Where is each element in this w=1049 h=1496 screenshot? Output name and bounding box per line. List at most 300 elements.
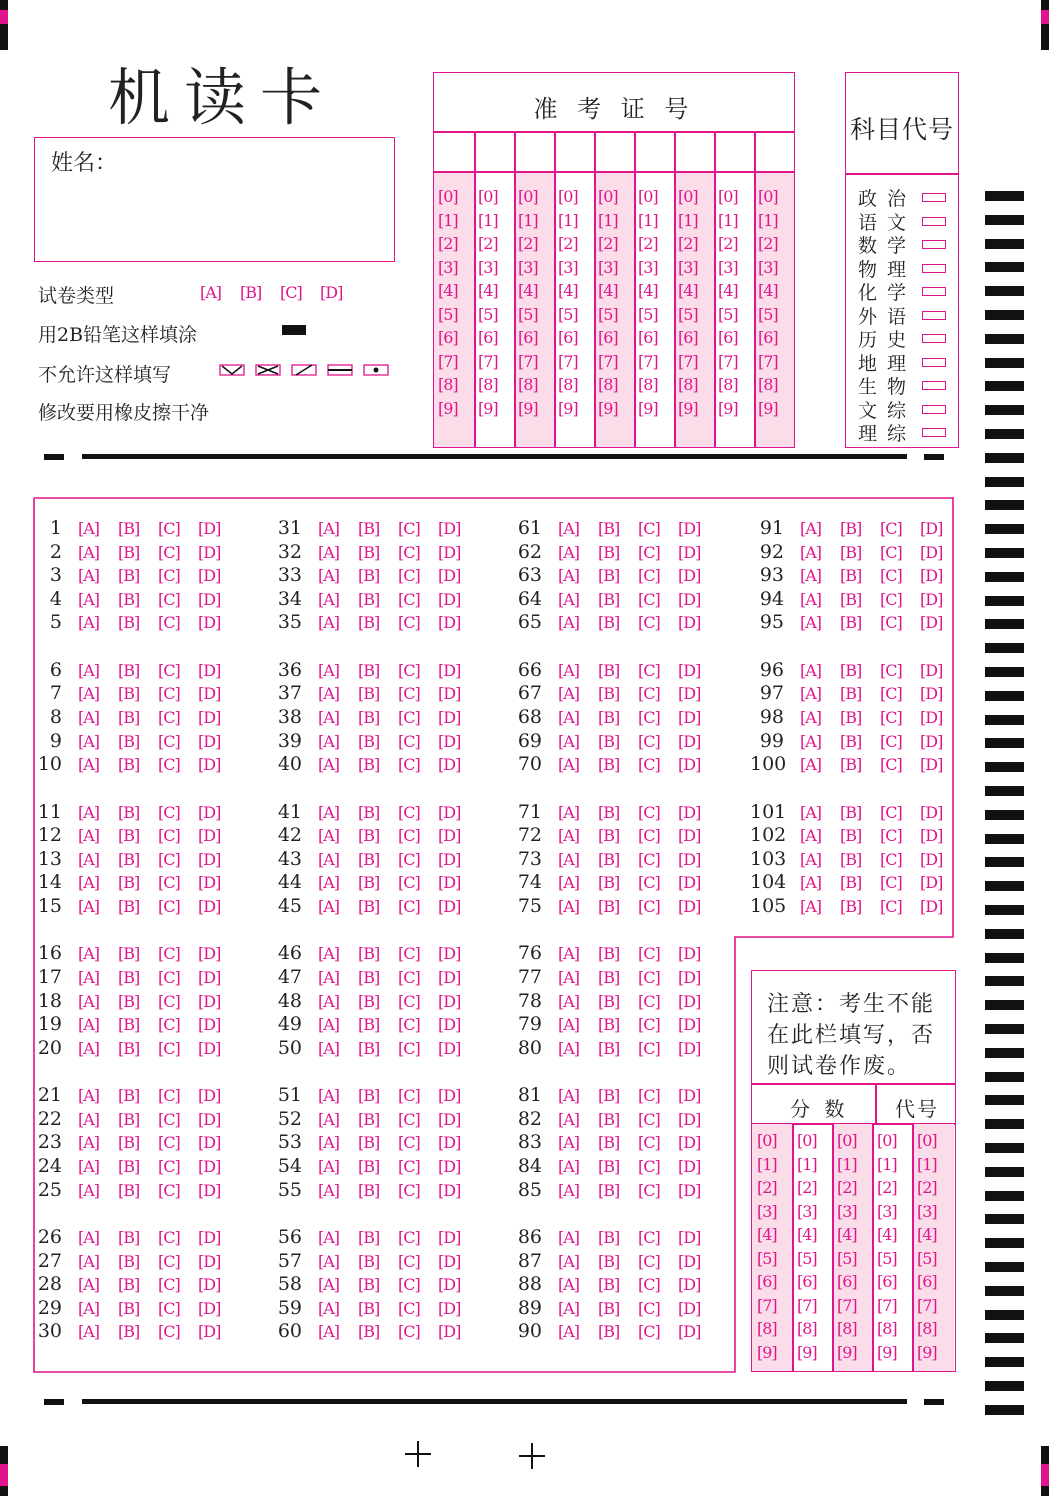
answer-bubble[interactable]: [D] [438,731,461,751]
score-digit-bubble[interactable]: [7] [917,1295,937,1315]
answer-bubble[interactable]: [B] [118,1015,140,1035]
answer-bubble[interactable]: [A] [558,944,580,964]
score-digit-bubble[interactable]: [9] [917,1342,937,1362]
answer-bubble[interactable]: [C] [880,802,902,822]
answer-bubble[interactable]: [B] [118,1180,140,1200]
answer-bubble[interactable]: [A] [78,613,100,633]
exam-id-digit-bubble[interactable]: [6] [598,328,618,347]
answer-bubble[interactable]: [A] [558,991,580,1011]
answer-bubble[interactable]: [C] [398,708,420,727]
answer-bubble[interactable]: [D] [438,1157,461,1176]
answer-bubble[interactable]: [A] [78,802,100,822]
answer-bubble[interactable]: [A] [78,519,100,538]
answer-bubble[interactable]: [C] [638,1157,660,1176]
answer-bubble[interactable]: [A] [78,968,100,987]
answer-bubble[interactable]: [C] [638,1086,660,1106]
answer-bubble[interactable]: [C] [638,968,660,987]
exam-id-digit-bubble[interactable]: [9] [478,398,498,418]
answer-bubble[interactable]: [B] [598,1298,620,1318]
answer-bubble[interactable]: [C] [638,731,660,751]
answer-bubble[interactable]: [D] [920,731,943,751]
answer-bubble[interactable]: [A] [78,1086,100,1106]
answer-bubble[interactable]: [D] [678,968,701,987]
exam-id-digit-bubble[interactable]: [7] [438,351,458,371]
exam-id-digit-bubble[interactable]: [5] [438,304,458,324]
exam-id-digit-bubble[interactable]: [9] [438,398,458,418]
exam-id-digit-bubble[interactable]: [8] [598,375,618,394]
answer-bubble[interactable]: [D] [438,613,461,633]
exam-id-digit-bubble[interactable]: [9] [678,398,698,418]
answer-bubble[interactable]: [C] [880,897,902,916]
answer-bubble[interactable]: [C] [398,873,420,893]
answer-bubble[interactable]: [D] [678,1275,701,1295]
score-digit-bubble[interactable]: [8] [837,1319,857,1338]
answer-bubble[interactable]: [C] [158,542,180,562]
answer-bubble[interactable]: [B] [118,519,140,538]
answer-bubble[interactable]: [D] [678,1086,701,1106]
answer-bubble[interactable]: [C] [638,826,660,846]
answer-bubble[interactable]: [B] [358,684,380,704]
answer-bubble[interactable]: [C] [158,589,180,609]
score-digit-bubble[interactable]: [3] [797,1201,817,1221]
answer-bubble[interactable]: [A] [78,755,100,775]
answer-bubble[interactable]: [C] [398,1086,420,1106]
score-digit-bubble[interactable]: [9] [877,1342,897,1362]
answer-bubble[interactable]: [C] [880,660,902,680]
answer-bubble[interactable]: [D] [198,660,221,680]
answer-bubble[interactable]: [C] [398,660,420,680]
answer-bubble[interactable]: [B] [598,1322,620,1342]
answer-bubble[interactable]: [B] [118,1275,140,1295]
score-digit-bubble[interactable]: [6] [757,1272,777,1291]
answer-bubble[interactable]: [A] [78,991,100,1011]
answer-bubble[interactable]: [A] [318,1133,340,1153]
answer-bubble[interactable]: [B] [358,897,380,916]
answer-bubble[interactable]: [D] [198,1322,221,1342]
answer-bubble[interactable]: [D] [198,802,221,822]
answer-bubble[interactable]: [A] [318,968,340,987]
answer-bubble[interactable]: [A] [558,1298,580,1318]
exam-id-digit-bubble[interactable]: [7] [518,351,538,371]
exam-id-digit-bubble[interactable]: [1] [758,210,778,230]
answer-bubble[interactable]: [A] [558,968,580,987]
exam-id-digit-bubble[interactable]: [8] [758,375,778,394]
answer-bubble[interactable]: [C] [638,1228,660,1247]
exam-id-digit-bubble[interactable]: [1] [438,210,458,230]
score-digit-bubble[interactable]: [3] [877,1201,897,1221]
answer-bubble[interactable]: [D] [198,589,221,609]
answer-bubble[interactable]: [A] [558,1322,580,1342]
answer-bubble[interactable]: [C] [398,1180,420,1200]
answer-bubble[interactable]: [B] [118,660,140,680]
answer-bubble[interactable]: [B] [840,849,862,869]
exam-id-digit-bubble[interactable]: [9] [718,398,738,418]
answer-bubble[interactable]: [B] [358,613,380,633]
answer-bubble[interactable]: [D] [678,542,701,562]
answer-bubble[interactable]: [B] [118,1228,140,1247]
answer-bubble[interactable]: [D] [438,802,461,822]
score-digit-bubble[interactable]: [4] [757,1225,777,1244]
answer-bubble[interactable]: [A] [78,873,100,893]
answer-bubble[interactable]: [A] [318,613,340,633]
answer-bubble[interactable]: [C] [398,991,420,1011]
exam-id-digit-bubble[interactable]: [7] [598,351,618,371]
answer-bubble[interactable]: [A] [78,566,100,586]
answer-bubble[interactable]: [C] [880,731,902,751]
answer-bubble[interactable]: [B] [598,897,620,916]
exam-id-digit-bubble[interactable]: [5] [518,304,538,324]
exam-id-digit-bubble[interactable]: [6] [558,328,578,347]
answer-bubble[interactable]: [B] [358,1038,380,1058]
answer-bubble[interactable]: [A] [800,708,822,727]
answer-bubble[interactable]: [A] [800,755,822,775]
exam-id-digit-bubble[interactable]: [7] [718,351,738,371]
answer-bubble[interactable]: [B] [598,519,620,538]
exam-id-digit-bubble[interactable]: [9] [558,398,578,418]
exam-id-digit-bubble[interactable]: [9] [638,398,658,418]
answer-bubble[interactable]: [D] [438,1133,461,1153]
exam-id-digit-bubble[interactable]: [5] [558,304,578,324]
answer-bubble[interactable]: [D] [678,873,701,893]
answer-bubble[interactable]: [A] [318,802,340,822]
answer-bubble[interactable]: [A] [318,755,340,775]
exam-id-digit-bubble[interactable]: [0] [558,187,578,206]
answer-bubble[interactable]: [D] [678,1251,701,1271]
answer-bubble[interactable]: [C] [398,684,420,704]
answer-bubble[interactable]: [D] [678,1298,701,1318]
answer-bubble[interactable]: [C] [158,944,180,964]
answer-bubble[interactable]: [B] [358,1251,380,1271]
score-digit-bubble[interactable]: [0] [837,1131,857,1150]
answer-bubble[interactable]: [A] [558,1109,580,1129]
answer-bubble[interactable]: [D] [678,755,701,775]
exam-id-digit-bubble[interactable]: [4] [558,281,578,300]
answer-bubble[interactable]: [D] [198,1180,221,1200]
exam-id-digit-bubble[interactable]: [2] [438,234,458,253]
answer-bubble[interactable]: [A] [78,1038,100,1058]
score-digit-bubble[interactable]: [9] [837,1342,857,1362]
answer-bubble[interactable]: [A] [558,1086,580,1106]
answer-bubble[interactable]: [C] [158,613,180,633]
answer-bubble[interactable]: [A] [558,542,580,562]
answer-bubble[interactable]: [D] [678,519,701,538]
answer-bubble[interactable]: [A] [78,1275,100,1295]
answer-bubble[interactable]: [C] [398,826,420,846]
answer-bubble[interactable]: [C] [398,566,420,586]
answer-bubble[interactable]: [A] [558,1228,580,1247]
exam-id-digit-bubble[interactable]: [4] [598,281,618,300]
answer-bubble[interactable]: [C] [880,613,902,633]
answer-bubble[interactable]: [B] [118,1157,140,1176]
answer-bubble[interactable]: [B] [118,1086,140,1106]
answer-bubble[interactable]: [B] [358,1275,380,1295]
answer-bubble[interactable]: [D] [438,1251,461,1271]
answer-bubble[interactable]: [B] [598,1251,620,1271]
answer-bubble[interactable]: [B] [598,660,620,680]
exam-id-digit-bubble[interactable]: [7] [678,351,698,371]
answer-bubble[interactable]: [C] [638,897,660,916]
answer-bubble[interactable]: [D] [438,991,461,1011]
answer-bubble[interactable]: [C] [638,873,660,893]
answer-bubble[interactable]: [A] [318,849,340,869]
answer-bubble[interactable]: [B] [118,1322,140,1342]
answer-bubble[interactable]: [C] [398,1275,420,1295]
answer-bubble[interactable]: [D] [198,826,221,846]
answer-bubble[interactable]: [C] [638,991,660,1011]
answer-bubble[interactable]: [D] [198,542,221,562]
answer-bubble[interactable]: [B] [358,731,380,751]
answer-bubble[interactable]: [C] [398,1251,420,1271]
answer-bubble[interactable]: [A] [800,731,822,751]
exam-id-digit-bubble[interactable]: [0] [598,187,618,206]
answer-bubble[interactable]: [D] [198,684,221,704]
answer-bubble[interactable]: [C] [158,826,180,846]
answer-bubble[interactable]: [C] [398,944,420,964]
answer-bubble[interactable]: [B] [118,613,140,633]
answer-bubble[interactable]: [C] [158,873,180,893]
answer-bubble[interactable]: [D] [678,731,701,751]
answer-bubble[interactable]: [A] [78,1251,100,1271]
answer-bubble[interactable]: [A] [558,708,580,727]
exam-id-digit-bubble[interactable]: [7] [758,351,778,371]
answer-bubble[interactable]: [C] [638,1322,660,1342]
answer-bubble[interactable]: [A] [318,1038,340,1058]
answer-bubble[interactable]: [B] [118,897,140,916]
answer-bubble[interactable]: [B] [598,802,620,822]
answer-bubble[interactable]: [A] [318,873,340,893]
answer-bubble[interactable]: [A] [78,1298,100,1318]
answer-bubble[interactable]: [A] [318,944,340,964]
answer-bubble[interactable]: [A] [78,944,100,964]
exam-id-digit-bubble[interactable]: [3] [518,257,538,277]
exam-id-digit-bubble[interactable]: [4] [518,281,538,300]
answer-bubble[interactable]: [A] [558,1157,580,1176]
answer-bubble[interactable]: [B] [118,968,140,987]
answer-bubble[interactable]: [D] [438,968,461,987]
exam-id-digit-bubble[interactable]: [0] [478,187,498,206]
score-digit-bubble[interactable]: [0] [757,1131,777,1150]
exam-id-digit-bubble[interactable]: [4] [678,281,698,300]
answer-bubble[interactable]: [B] [598,1228,620,1247]
answer-bubble[interactable]: [D] [678,1133,701,1153]
answer-bubble[interactable]: [D] [678,1180,701,1200]
answer-bubble[interactable]: [A] [800,684,822,704]
exam-id-digit-bubble[interactable]: [1] [478,210,498,230]
exam-id-digit-bubble[interactable]: [4] [478,281,498,300]
exam-id-digit-bubble[interactable]: [1] [638,210,658,230]
answer-bubble[interactable]: [B] [358,1015,380,1035]
answer-bubble[interactable]: [C] [398,519,420,538]
answer-bubble[interactable]: [A] [318,566,340,586]
answer-bubble[interactable]: [D] [920,897,943,916]
score-digit-bubble[interactable]: [1] [837,1154,857,1174]
exam-id-digit-bubble[interactable]: [4] [718,281,738,300]
answer-bubble[interactable]: [D] [198,1133,221,1153]
answer-bubble[interactable]: [C] [398,589,420,609]
answer-bubble[interactable]: [B] [840,542,862,562]
answer-bubble[interactable]: [C] [158,1038,180,1058]
exam-id-digit-bubble[interactable]: [1] [518,210,538,230]
answer-bubble[interactable]: [A] [318,1086,340,1106]
answer-bubble[interactable]: [C] [158,1322,180,1342]
answer-bubble[interactable]: [D] [678,944,701,964]
answer-bubble[interactable]: [A] [78,731,100,751]
answer-bubble[interactable]: [C] [638,1015,660,1035]
answer-bubble[interactable]: [B] [598,684,620,704]
answer-bubble[interactable]: [B] [840,826,862,846]
answer-bubble[interactable]: [A] [558,613,580,633]
answer-bubble[interactable]: [B] [118,849,140,869]
answer-bubble[interactable]: [A] [558,1133,580,1153]
answer-bubble[interactable]: [D] [678,991,701,1011]
answer-bubble[interactable]: [C] [158,1275,180,1295]
score-digit-bubble[interactable]: [7] [797,1295,817,1315]
answer-bubble[interactable]: [B] [118,1133,140,1153]
score-digit-bubble[interactable]: [6] [877,1272,897,1291]
answer-bubble[interactable]: [B] [118,826,140,846]
answer-bubble[interactable]: [A] [78,826,100,846]
answer-bubble[interactable]: [C] [638,519,660,538]
answer-bubble[interactable]: [A] [558,849,580,869]
score-digit-bubble[interactable]: [6] [917,1272,937,1291]
score-digit-bubble[interactable]: [5] [797,1248,817,1268]
answer-bubble[interactable]: [B] [118,991,140,1011]
answer-bubble[interactable]: [C] [638,542,660,562]
answer-bubble[interactable]: [D] [920,849,943,869]
answer-bubble[interactable]: [A] [318,1015,340,1035]
answer-bubble[interactable]: [B] [358,519,380,538]
answer-bubble[interactable]: [C] [638,1275,660,1295]
score-digit-bubble[interactable]: [6] [797,1272,817,1291]
answer-bubble[interactable]: [D] [678,897,701,916]
answer-bubble[interactable]: [A] [558,1015,580,1035]
answer-bubble[interactable]: [C] [158,968,180,987]
exam-id-digit-bubble[interactable]: [3] [678,257,698,277]
answer-bubble[interactable]: [A] [558,873,580,893]
answer-bubble[interactable]: [D] [438,1015,461,1035]
exam-id-digit-bubble[interactable]: [6] [638,328,658,347]
exam-id-digit-bubble[interactable]: [7] [558,351,578,371]
answer-bubble[interactable]: [B] [598,968,620,987]
answer-bubble[interactable]: [D] [438,708,461,727]
exam-id-digit-bubble[interactable]: [3] [438,257,458,277]
answer-bubble[interactable]: [B] [358,1298,380,1318]
answer-bubble[interactable]: [A] [318,991,340,1011]
answer-bubble[interactable]: [D] [678,1322,701,1342]
answer-bubble[interactable]: [B] [118,1251,140,1271]
answer-bubble[interactable]: [B] [840,873,862,893]
answer-bubble[interactable]: [D] [198,1157,221,1176]
exam-id-digit-bubble[interactable]: [6] [438,328,458,347]
answer-bubble[interactable]: [A] [78,542,100,562]
answer-bubble[interactable]: [A] [800,660,822,680]
answer-bubble[interactable]: [A] [558,684,580,704]
exam-id-digit-bubble[interactable]: [0] [438,187,458,206]
answer-bubble[interactable]: [B] [598,542,620,562]
answer-bubble[interactable]: [D] [438,519,461,538]
answer-bubble[interactable]: [C] [398,1038,420,1058]
exam-id-digit-bubble[interactable]: [7] [478,351,498,371]
answer-bubble[interactable]: [B] [598,1015,620,1035]
exam-id-digit-bubble[interactable]: [0] [758,187,778,206]
exam-id-digit-bubble[interactable]: [7] [638,351,658,371]
exam-id-digit-bubble[interactable]: [2] [598,234,618,253]
answer-bubble[interactable]: [C] [158,991,180,1011]
answer-bubble[interactable]: [D] [198,991,221,1011]
exam-id-digit-bubble[interactable]: [3] [758,257,778,277]
answer-bubble[interactable]: [B] [598,589,620,609]
answer-bubble[interactable]: [B] [118,684,140,704]
exam-id-digit-bubble[interactable]: [2] [678,234,698,253]
answer-bubble[interactable]: [B] [358,968,380,987]
score-digit-bubble[interactable]: [8] [917,1319,937,1338]
answer-bubble[interactable]: [C] [880,708,902,727]
answer-bubble[interactable]: [A] [800,542,822,562]
exam-id-digit-bubble[interactable]: [1] [678,210,698,230]
answer-bubble[interactable]: [B] [118,542,140,562]
answer-bubble[interactable]: [A] [78,1228,100,1247]
exam-id-digit-bubble[interactable]: [2] [718,234,738,253]
exam-id-digit-bubble[interactable]: [3] [558,257,578,277]
answer-bubble[interactable]: [A] [78,708,100,727]
answer-bubble[interactable]: [D] [920,589,943,609]
answer-bubble[interactable]: [C] [880,755,902,775]
answer-bubble[interactable]: [A] [78,1180,100,1200]
answer-bubble[interactable]: [D] [678,1038,701,1058]
answer-bubble[interactable]: [A] [558,589,580,609]
answer-bubble[interactable]: [B] [840,519,862,538]
answer-bubble[interactable]: [D] [678,613,701,633]
answer-bubble[interactable]: [A] [318,1322,340,1342]
answer-bubble[interactable]: [C] [398,849,420,869]
answer-bubble[interactable]: [D] [438,755,461,775]
score-digit-bubble[interactable]: [9] [757,1342,777,1362]
exam-id-digit-bubble[interactable]: [5] [478,304,498,324]
answer-bubble[interactable]: [A] [78,1322,100,1342]
answer-bubble[interactable]: [A] [318,660,340,680]
answer-bubble[interactable]: [C] [638,1038,660,1058]
score-digit-bubble[interactable]: [4] [877,1225,897,1244]
answer-bubble[interactable]: [D] [198,731,221,751]
answer-bubble[interactable]: [A] [318,1180,340,1200]
answer-bubble[interactable]: [D] [678,826,701,846]
score-digit-bubble[interactable]: [5] [757,1248,777,1268]
score-digit-bubble[interactable]: [5] [877,1248,897,1268]
answer-bubble[interactable]: [B] [840,684,862,704]
answer-bubble[interactable]: [C] [158,1109,180,1129]
answer-bubble[interactable]: [C] [158,566,180,586]
answer-bubble[interactable]: [A] [558,1251,580,1271]
answer-bubble[interactable]: [B] [598,1157,620,1176]
answer-bubble[interactable]: [A] [78,660,100,680]
paper-type-option[interactable]: [B] [240,283,262,302]
answer-bubble[interactable]: [A] [800,802,822,822]
answer-bubble[interactable]: [D] [920,613,943,633]
score-digit-bubble[interactable]: [7] [837,1295,857,1315]
answer-bubble[interactable]: [D] [438,1275,461,1295]
exam-id-digit-bubble[interactable]: [3] [598,257,618,277]
answer-bubble[interactable]: [B] [118,802,140,822]
exam-id-digit-bubble[interactable]: [5] [678,304,698,324]
score-digit-bubble[interactable]: [1] [917,1154,937,1174]
exam-id-digit-bubble[interactable]: [6] [478,328,498,347]
answer-bubble[interactable]: [D] [920,566,943,586]
answer-bubble[interactable]: [B] [118,1109,140,1129]
answer-bubble[interactable]: [A] [558,802,580,822]
answer-bubble[interactable]: [D] [198,849,221,869]
answer-bubble[interactable]: [A] [558,731,580,751]
answer-bubble[interactable]: [A] [78,1133,100,1153]
